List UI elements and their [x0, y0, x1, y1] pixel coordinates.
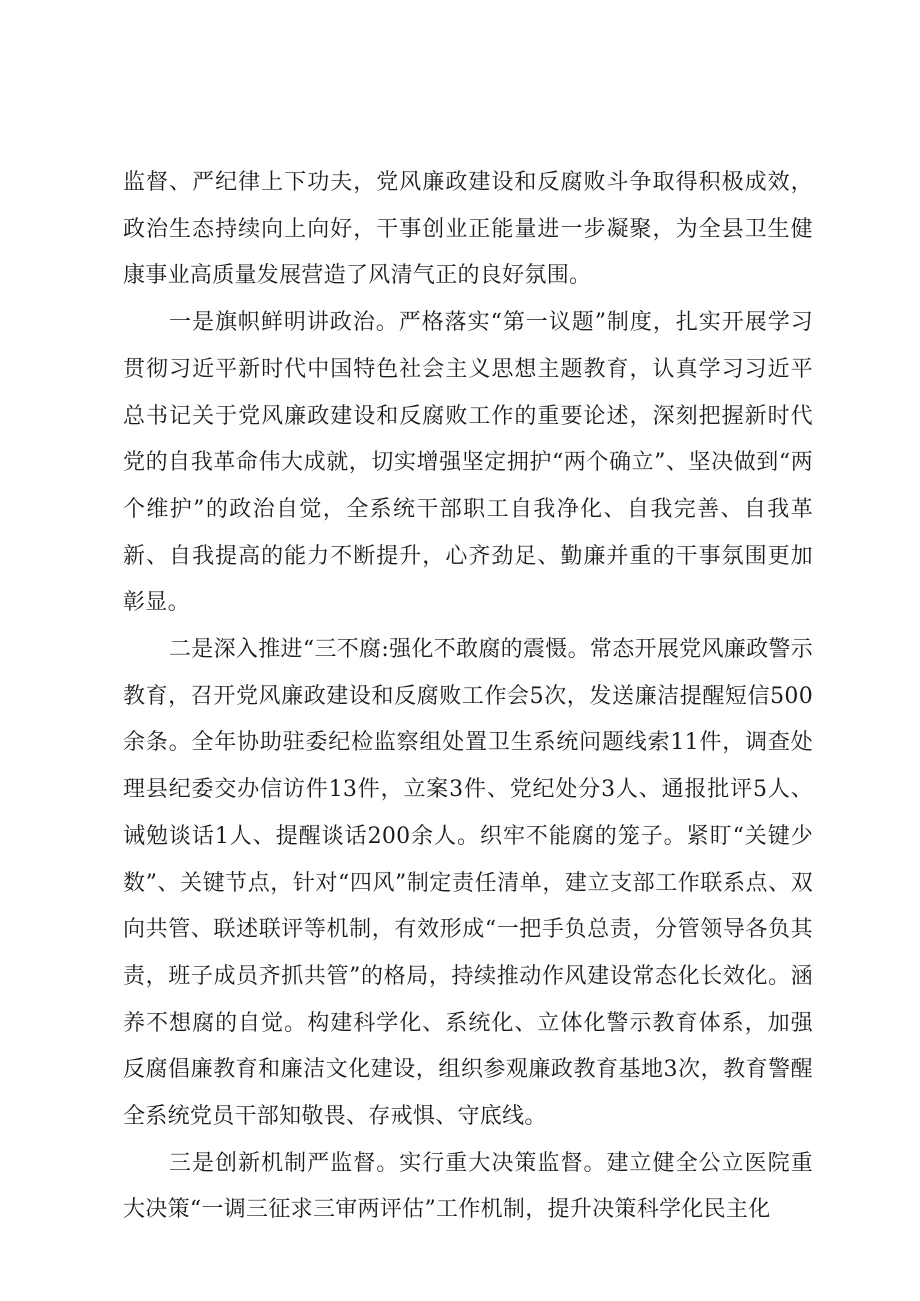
paragraph-intro-continuation: 监督、严纪律上下功夫，党风廉政建设和反腐败斗争取得积极成效，政治生态持续向上向好，干事创业正能量进一步凝聚，为全县卫生健康事业高质量发展营造了风清气正的良好氛围。 — [123, 170, 813, 289]
document-body — [123, 160, 813, 1234]
paragraph-supervision: 三是创新机制严监督。实行重大决策监督。建立健全公立医院重大决策“一调三征求三审两评估”工作机制，提升决策科学化民主化 — [123, 1150, 813, 1223]
paragraph-politics: 一是旗帜鲜明讲政治。严格落实“第一议题”制度，扎实开展学习贯彻习近平新时代中国特色社会主义思想主题教育，认真学习习近平总书记关于党风廉政建设和反腐败工作的重要论述，深刻把握新时代党的自我革命伟大成就，切实增强坚定拥护“两个确立”、坚决做到“两个维护”的政治自觉，全系统干部职工自我净化、自我完善、自我革新、自我提高的能力不断提升，心齐劲足、勤廉并重的干事氛围更加彰显。 — [123, 310, 813, 616]
paragraph-three-no-corruption: 二是深入推进“三不腐:强化不敢腐的震慑。常态开展党风廉政警示教育，召开党风廉政建设和反腐败工作会5次，发送廉洁提醒短信500余条。全年协助驻委纪检监察组处置卫生系统问题线索11件，调查处理县纪委交办信访件13件，立案3件、党纪处分3人、通报批评5人、诫勉谈话1人、提醒谈话200余人。织牢不能腐的笼子。紧盯“关键少数”、关键节点，针对“四风”制定责任清单，建立支部工作联系点、双向共管、联述联评等机制，有效形成“一把手负总责，分管领导各负其责，班子成员齐抓共管”的格局，持续推动作风建设常态化长效化。涵养不想腐的自觉。构建科学化、系统化、立体化警示教育体系，加强反腐倡廉教育和廉洁文化建设，组织参观廉政教育基地3次，教育警醒全系统党员干部知敬畏、存戒惧、守底线。 — [123, 637, 813, 1130]
